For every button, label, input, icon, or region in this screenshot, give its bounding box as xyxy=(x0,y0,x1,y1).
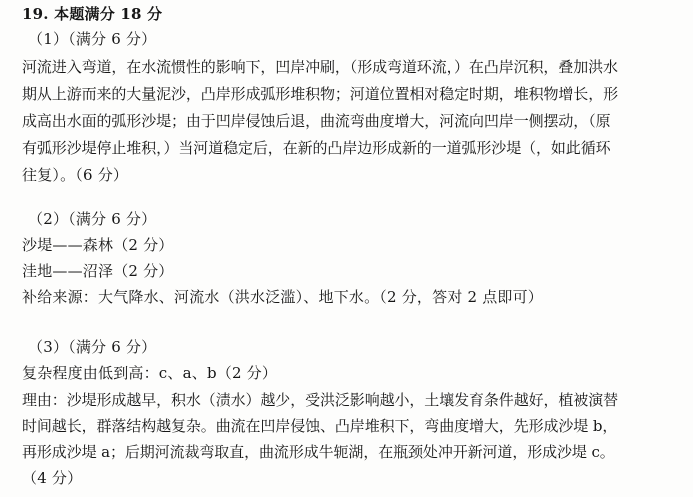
part3-line-2: 理由：沙堤形成越早，积水（渍水）越少，受洪泛影响越小，土壤发育条件越好，植被演替 xyxy=(22,391,619,409)
part1-line-1: 河流进入弯道，在水流惯性的影响下，凹岸冲刷，（形成弯道环流，）在凸岸沉积，叠加洪水 xyxy=(22,58,618,76)
part3-line-5: （4 分） xyxy=(22,469,83,487)
part1-line-4: 有弧形沙堤停止堆积，）当河道稳定后，在新的凸岸边形成新的一道弧形沙堤（，如此循环 xyxy=(22,139,611,157)
part3-line-3: 时间越长，群落结构越复杂。曲流在凹岸侵蚀、凸岸堆积下，弯曲度增大，先形成沙堤 b， xyxy=(22,417,618,435)
part1-line-3: 成高出水面的弧形沙堤；由于凹岸侵蚀后退，曲流弯曲度增大，河流向凹岸一侧摆动，（原 xyxy=(22,112,611,130)
part3-line-4: 再形成沙堤 a；后期河流裁弯取直，曲流形成牛轭湖，在瓶颈处冲开新河道，形成沙堤 c。 xyxy=(22,443,615,461)
part3-header: （3）（满分 6 分） xyxy=(28,338,157,356)
part2-line-1: 沙堤——森林（2 分） xyxy=(22,236,174,254)
part2-header: （2）（满分 6 分） xyxy=(28,210,157,228)
part2-line-3: 补给来源：大气降水、河流水（洪水泛滥）、地下水。（2 分，答对 2 点即可） xyxy=(22,288,543,306)
part1-header: （1）（满分 6 分） xyxy=(28,30,157,48)
part1-line-2: 期从上游而来的大量泥沙，凸岸形成弧形堆积物；河道位置相对稳定时期，堆积物增长，形 xyxy=(22,85,619,103)
part1-line-5: 往复）。（6 分） xyxy=(22,166,129,184)
part3-line-1: 复杂程度由低到高：c、a、b（2 分） xyxy=(22,364,278,382)
question-title: 19. 本题满分 18 分 xyxy=(22,5,163,23)
part2-line-2: 洼地——沼泽（2 分） xyxy=(22,262,174,280)
